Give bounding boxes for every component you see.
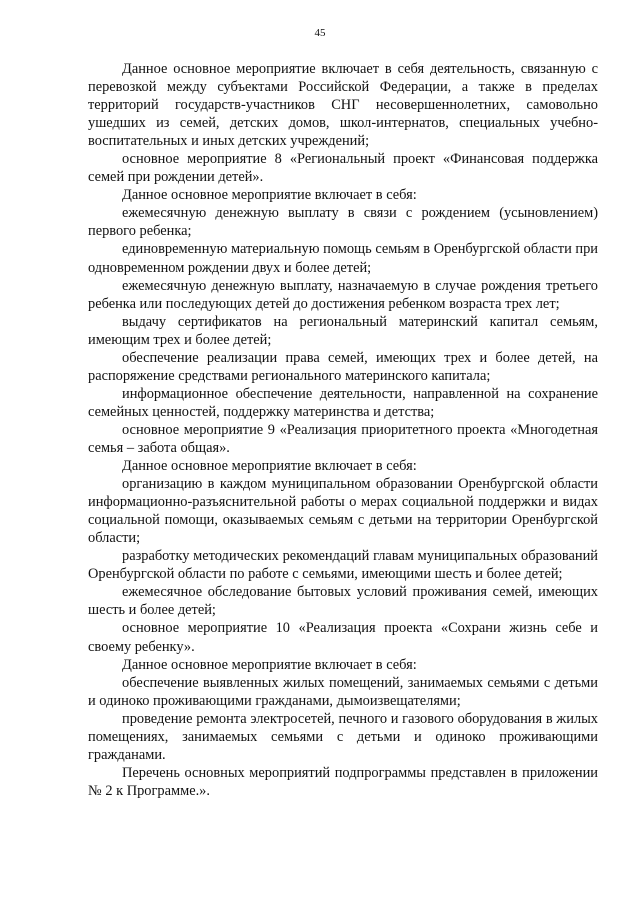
paragraph: единовременную материальную помощь семьям в Оренбургской области при одновременном рождении двух и более детей; [88,241,598,276]
paragraph: проведение ремонта электросетей, печного и газового оборудования в жилых помещениях, занимаемых семьями с детьми и одиноко проживающими гражданами. [88,710,598,763]
paragraph: организацию в каждом муниципальном образовании Оренбургской области информационно-разъяснительной работы о мерах социальной поддержки и видах социальной помощи, оказываемых семьям с детьми на территории Оренбургской области; [88,476,598,547]
paragraph: ежемесячную денежную выплату в связи с рождением (усыновлением) первого ребенка; [88,205,598,240]
page-number: 45 [314,27,326,39]
paragraph: основное мероприятие 9 «Реализация приоритетного проекта «Многодетная семья – забота общая». [88,421,598,456]
paragraph: Данное основное мероприятие включает в себя: [122,656,417,673]
paragraph: основное мероприятие 10 «Реализация проекта «Сохрани жизнь себе и своему ребенку». [88,620,598,655]
paragraph: Данное основное мероприятие включает в себя деятельность, связанную с перевозкой между субъектами Российской Федерации, а также в пределах территорий государств-участников СНГ несовершеннолетних, самовольно ушедших из семей, детских домов, школ-интернатов, специальных учебно-воспитательных и иных детских учреждений; [88,61,598,150]
paragraph: Перечень основных мероприятий подпрограммы представлен в приложении № 2 к Программе.». [88,764,598,799]
paragraph: информационное обеспечение деятельности, направленной на сохранение семейных ценностей, поддержку материнства и детства; [88,385,598,420]
paragraph: ежемесячную денежную выплату, назначаемую в случае рождения третьего ребенка или последующих детей до достижения ребенком возраста трех лет; [88,277,598,312]
paragraph: разработку методических рекомендаций главам муниципальных образований Оренбургской области по работе с семьями, имеющими шесть и более детей; [88,548,598,583]
document-body [88,60,598,800]
paragraph: ежемесячное обследование бытовых условий проживания семей, имеющих шесть и более детей; [88,584,598,619]
paragraph: обеспечение выявленных жилых помещений, занимаемых семьями с детьми и одиноко проживающими гражданами, дымоизвещателями; [88,674,598,709]
paragraph: обеспечение реализации права семей, имеющих трех и более детей, на распоряжение средствами регионального материнского капитала; [88,349,598,384]
paragraph: выдачу сертификатов на региональный материнский капитал семьям, имеющим трех и более детей; [88,313,598,348]
paragraph: Данное основное мероприятие включает в себя: [122,187,417,204]
paragraph: Данное основное мероприятие включает в себя: [122,458,417,475]
paragraph: основное мероприятие 8 «Региональный проект «Финансовая поддержка семей при рождении детей». [88,151,598,186]
